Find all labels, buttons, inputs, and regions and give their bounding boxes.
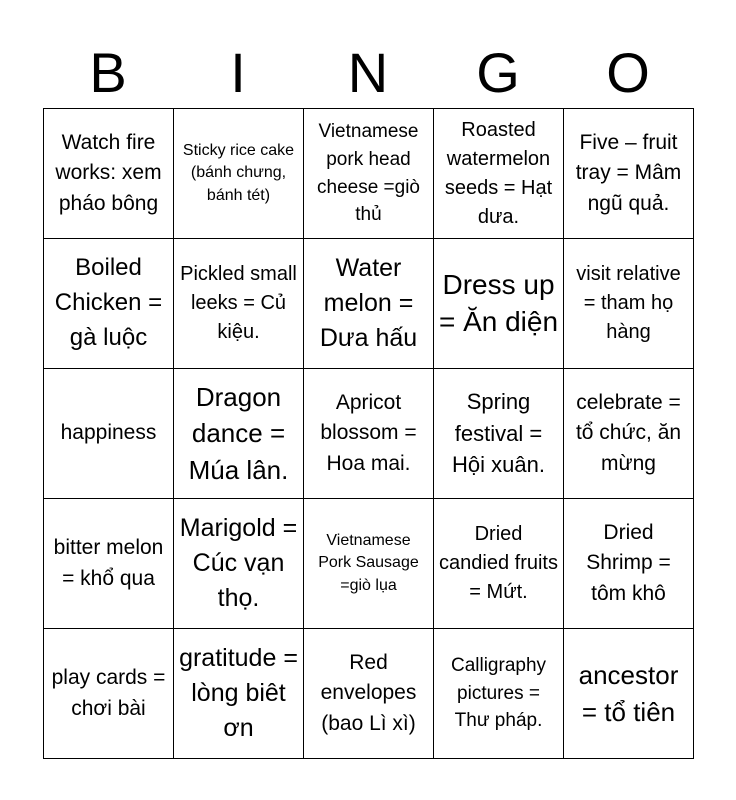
- bingo-cell[interactable]: celebrate = tổ chức, ăn mừng: [564, 369, 694, 499]
- bingo-cell[interactable]: Marigold = Cúc vạn thọ.: [174, 499, 304, 629]
- bingo-cell[interactable]: happiness: [44, 369, 174, 499]
- bingo-cell[interactable]: ancestor = tổ tiên: [564, 629, 694, 759]
- board-row-4: [44, 499, 694, 629]
- bingo-cell[interactable]: Five – fruit tray = Mâm ngũ quả.: [564, 109, 694, 239]
- bingo-cell[interactable]: bitter melon = khổ qua: [44, 499, 174, 629]
- bingo-cell[interactable]: visit relative = tham họ hàng: [564, 239, 694, 369]
- bingo-cell[interactable]: Boiled Chicken = gà luộc: [44, 239, 174, 369]
- header-letter-n: N: [347, 41, 389, 104]
- bingo-cell[interactable]: Spring festival = Hội xuân.: [434, 369, 564, 499]
- bingo-cell[interactable]: Sticky rice cake (bánh chưng, bánh tét): [174, 109, 304, 239]
- bingo-header: [43, 38, 693, 108]
- header-letter-g: G: [476, 41, 520, 104]
- bingo-board: [43, 108, 694, 759]
- bingo-cell[interactable]: Dried Shrimp = tôm khô: [564, 499, 694, 629]
- bingo-cell[interactable]: gratitude = lòng biêt ơn: [174, 629, 304, 759]
- bingo-cell[interactable]: play cards = chơi bài: [44, 629, 174, 759]
- header-letter-i: I: [230, 41, 246, 104]
- bingo-cell[interactable]: Apricot blossom = Hoa mai.: [304, 369, 434, 499]
- bingo-cell[interactable]: Calligraphy pictures = Thư pháp.: [434, 629, 564, 759]
- bingo-cell[interactable]: Roasted watermelon seeds = Hạt dưa.: [434, 109, 564, 239]
- header-letter-b: B: [89, 41, 127, 104]
- board-row-5: [44, 629, 694, 759]
- bingo-cell[interactable]: Water melon = Dưa hấu: [304, 239, 434, 369]
- bingo-cell[interactable]: Dragon dance = Múa lân.: [174, 369, 304, 499]
- header-letter-o: O: [606, 41, 650, 104]
- bingo-cell[interactable]: Watch fire works: xem pháo bông: [44, 109, 174, 239]
- bingo-cell[interactable]: Vietnamese Pork Sausage =giò lụa: [304, 499, 434, 629]
- bingo-cell[interactable]: Red envelopes (bao Lì xì): [304, 629, 434, 759]
- bingo-cell[interactable]: Vietnamese pork head cheese =giò thủ: [304, 109, 434, 239]
- bingo-cell[interactable]: Dress up = Ăn diện: [434, 239, 564, 369]
- board-row-2: [44, 239, 694, 369]
- board-row-1: [44, 109, 694, 239]
- bingo-cell[interactable]: Dried candied fruits = Mứt.: [434, 499, 564, 629]
- bingo-cell[interactable]: Pickled small leeks = Củ kiệu.: [174, 239, 304, 369]
- board-row-3: [44, 369, 694, 499]
